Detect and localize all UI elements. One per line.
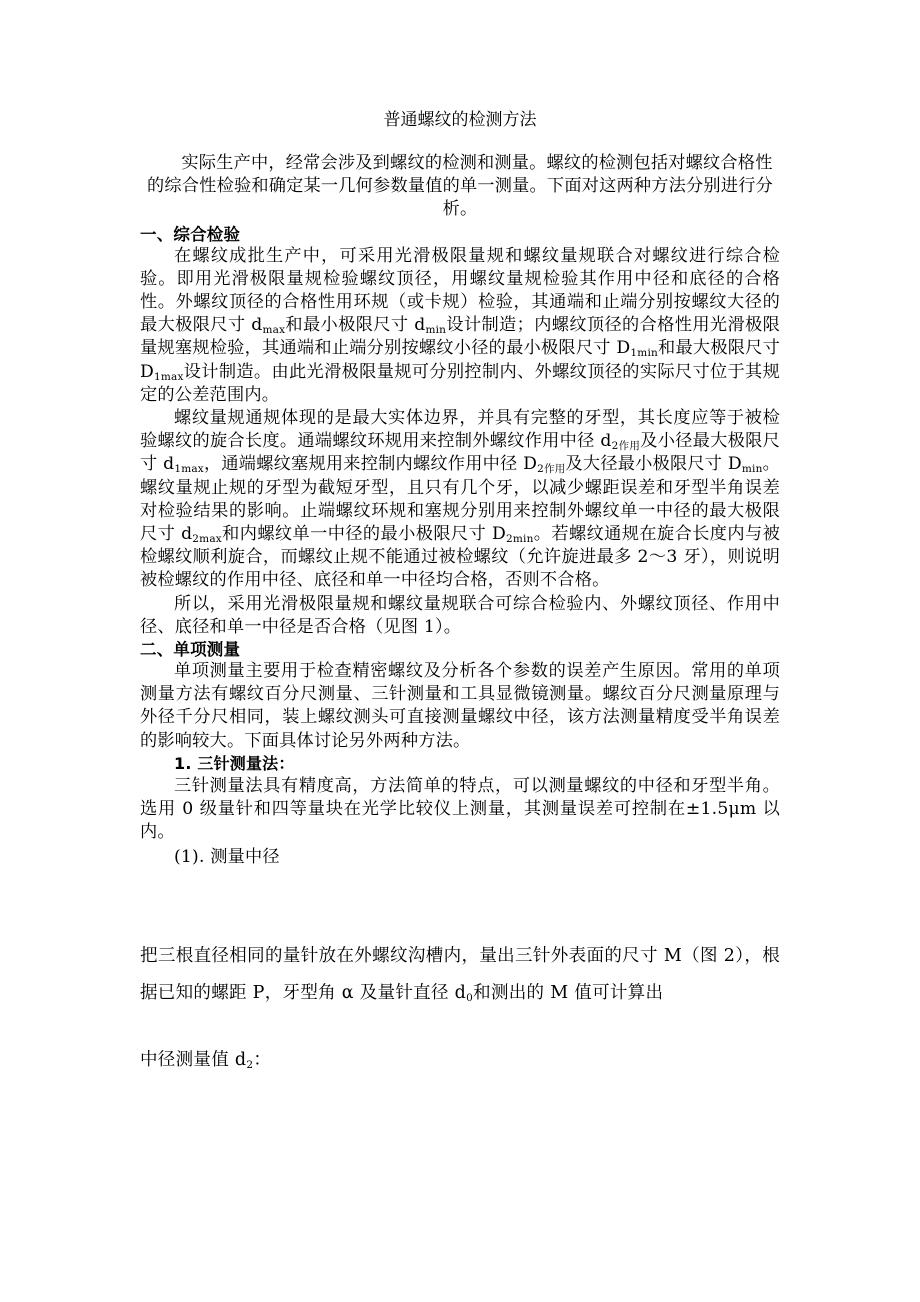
section1-paragraph-1 [140,245,780,407]
document-body-lower [140,938,780,1079]
text-run: 及小径最大极限尺寸 d [140,431,780,475]
text-run: 螺纹量规通规体现的是最大实体边界，并具有完整的牙型，其长度应等于被检验螺纹的旋合长度。通端螺纹环规用来控制外螺纹作用中径 d [140,408,780,452]
document-body [140,152,780,870]
section1-paragraph-3: 所以，采用光滑极限量规和螺纹量规联合可综合检验内、外螺纹顶径、作用中径、底径和单一中径是否合格（见图 1）。 [140,593,780,637]
section2-heading: 二、单项测量 [140,640,241,660]
subscript: max [262,324,286,337]
subsection-heading-three-needle: 1. 三针测量法： [174,753,295,773]
text-run: 和内螺纹单一中径的最小极限尺寸 D [221,524,506,545]
subscript: 1min [630,347,658,360]
section2-paragraph-1: 单项测量主要用于检查精密螺纹及分析各个参数的误差产生原因。常用的单项测量方法有螺纹百分尺测量、三针测量和工具显微镜测量。螺纹百分尺测量原理与外径千分尺相同，装上螺纹测头可直接测量螺纹中径，该方法测量精度受半角误差的影响较大。下面具体讨论另外两种方法。 [140,661,780,751]
text-run: 把三根直径相同的量针放在外螺纹沟槽内，量出三针外表面的尺寸 M（图 2），根据已知的螺距 P，牙型角 α 及量针直径 d [140,946,780,1003]
subscript: 0 [466,992,474,1004]
subscript: min [425,324,447,337]
text-run: 和最大极限尺寸 D [140,338,781,382]
text-run: 和最小极限尺寸 d [285,315,426,336]
text-run: 在螺纹成批生产中，可采用光滑极限量规和螺纹量规联合对螺纹进行综合检验。即用光滑极限量规检验螺纹顶径，用螺纹量规检验其作用中径和底径的合格性。外螺纹顶径的合格性用环规（或卡规）检验，其通端和止端分别按螺纹大径的最大极限尺寸 d [140,245,780,336]
text-run: 和测出的 M 值可计算出 [473,983,664,1003]
intro-text: 实际生产中，经常会涉及到螺纹的检测和测量。螺纹的检测包括对螺纹合格性的综合性检验和确定某一几何参数量值的单一测量。下面对这两种方法分别进行分析。 [147,153,773,220]
text-run: 设计制造；内螺纹顶径的合格性用光滑极限量规塞规检验，其通端和止端分别按螺纹小径的最小极限尺寸 D [140,315,780,359]
subscript: 1max [174,463,204,476]
intro-paragraph [140,152,780,222]
subscript: 2min [506,533,534,546]
text-run: ，通端螺纹塞规用来控制内螺纹作用中径 D [203,454,538,475]
subscript: 2作用 [611,440,641,453]
section1-paragraph-2 [140,407,780,593]
document-title: 普通螺纹的检测方法 [383,110,537,130]
pitch-diameter-line [140,1042,780,1079]
subscript: 2max [192,533,222,546]
list-item-measure-pitch-diameter: (1). 测量中径 [174,847,280,868]
measurement-paragraph [140,938,780,1012]
text-run: ： [253,1050,272,1070]
text-run: 。若螺纹通规在旋合长度内与被检螺纹顺利旋合，而螺纹止规不能通过被检螺纹（允许旋进最多 2～3 牙），则说明被检螺纹的作用中径、底径和单一中径均合格，否则不合格。 [140,524,780,591]
section1-heading: 一、综合检验 [140,224,241,244]
three-needle-paragraph: 三针测量法具有精度高，方法简单的特点，可以测量螺纹的中径和牙型半角。选用 0 级量针和四等量块在光学比较仪上测量，其测量误差可控制在±1.5μm 以内。 [140,775,780,843]
subscript: 1max [153,370,184,383]
text-run: 设计制造。由此光滑极限量规可分别控制内、外螺纹顶径的实际尺寸位于其规定的公差范围内。 [140,361,780,405]
subscript: 2作用 [537,463,566,476]
text-run: 及大径最小极限尺寸 D [565,454,742,475]
text-run: 中径测量值 d [140,1050,247,1070]
text-run: 。螺纹量规止规的牙型为截短牙型，且只有几个牙，以减少螺距误差和牙型半角误差对检验结果的影响。止端螺纹环规和塞规分别用来控制外螺纹单一中径的最大极限尺寸 d [140,454,780,545]
subscript: 2 [246,1059,254,1071]
subscript: min [741,463,763,476]
